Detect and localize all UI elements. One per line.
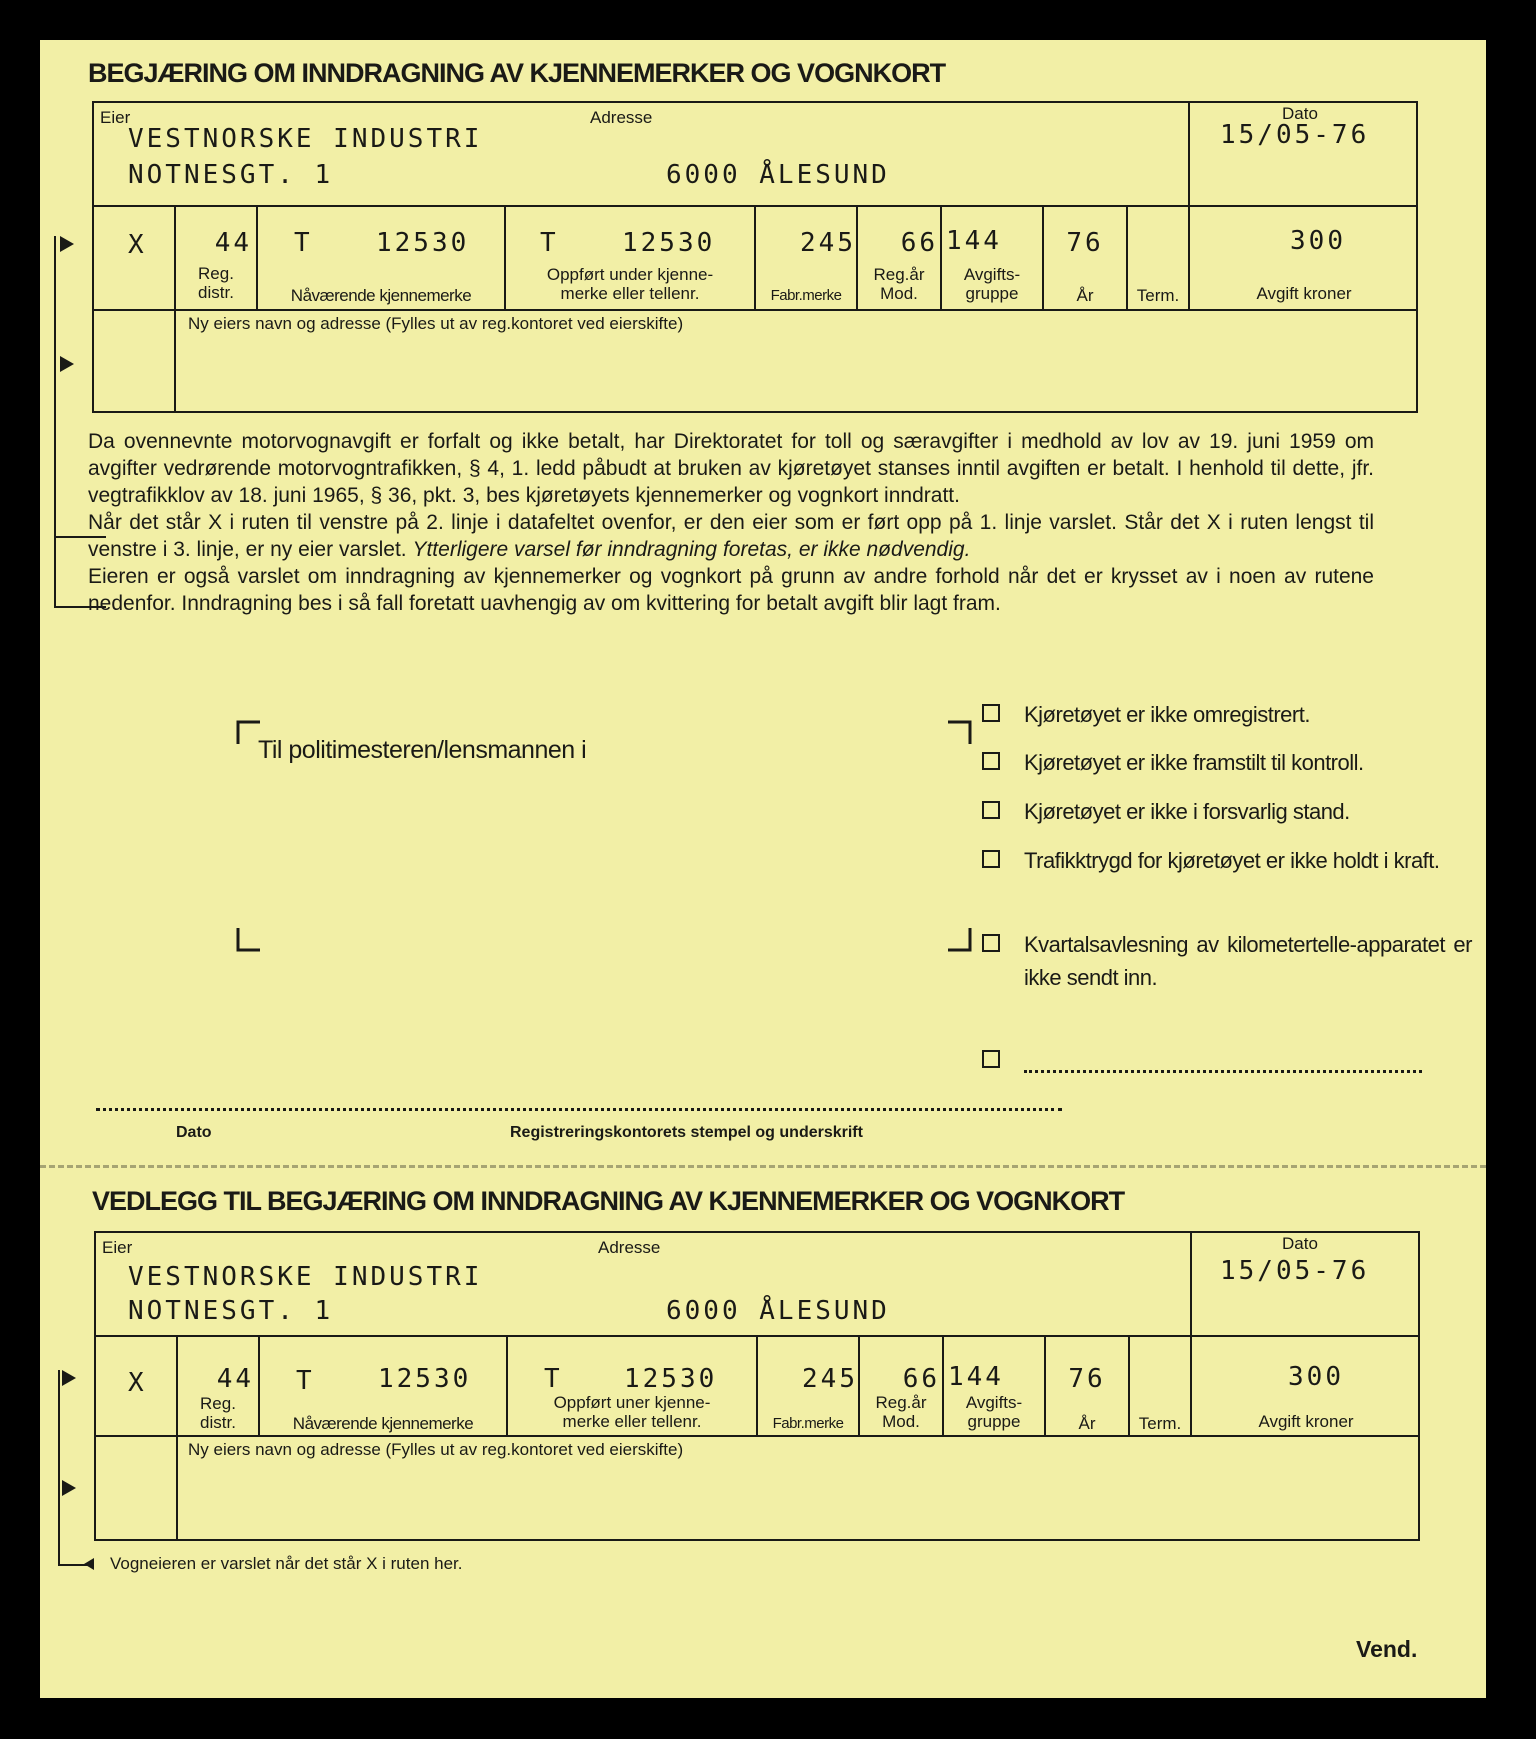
label-fabr: Fabr.merke <box>770 287 842 304</box>
vend-label: Vend. <box>1356 1636 1418 1662</box>
label-reg-distr: Reg. distr. <box>200 1394 236 1432</box>
fabr-value: 245 <box>800 228 856 258</box>
label-eier: Eier <box>100 108 131 127</box>
checkbox-square[interactable] <box>982 801 1000 819</box>
checkbox-ikke-omregistrert[interactable]: Kjøretøyet er ikke omregistrert. <box>982 698 1472 731</box>
arrow-left-icon <box>84 1558 94 1570</box>
avgiftsgruppe-value: 144 <box>948 1362 1004 1392</box>
label-avgift-kroner: Avgift kroner <box>1256 284 1352 303</box>
owner-city: 6000 ÅLESUND <box>666 160 890 190</box>
other-reason-line[interactable] <box>1024 1044 1422 1073</box>
checkbox-square[interactable] <box>982 850 1000 868</box>
prev-letter: T <box>540 228 559 258</box>
mark-x: X <box>128 1368 147 1398</box>
reg-distr-value: 44 <box>216 1364 254 1394</box>
divider <box>94 1435 1420 1437</box>
arrow-indicator <box>62 1480 76 1496</box>
divider <box>1188 101 1190 207</box>
label-fabr: Fabr.merke <box>772 1415 844 1432</box>
til-politi-label: Til politimesteren/lensmannen i <box>258 736 587 764</box>
attachment-title: VEDLEGG TIL BEGJÆRING OM INNDRAGNING AV KJENNEMERKER OG VOGNKORT <box>92 1186 1125 1216</box>
label-avgiftsgruppe: Avgifts- gruppe <box>965 1393 1023 1431</box>
ar-value: 76 <box>1066 228 1104 258</box>
label-navaerende: Nåværende kjennemerke <box>290 286 472 305</box>
label-regar: Reg.år Mod. <box>875 1393 927 1431</box>
arrow-indicator <box>60 236 74 252</box>
regar-value: 66 <box>902 1364 940 1394</box>
owner-name: VESTNORSKE INDUSTRI <box>128 1262 483 1292</box>
current-letter: T <box>294 228 313 258</box>
label-navaerende: Nåværende kjennemerke <box>292 1414 474 1433</box>
prev-number: 12530 <box>622 228 716 258</box>
label-ny-eier: Ny eiers navn og adresse (Fylles ut av reg.kontoret ved eierskifte) <box>188 314 684 333</box>
label-reg-distr: Reg. distr. <box>198 264 234 302</box>
label-eier: Eier <box>102 1238 133 1257</box>
notice-paragraph-2: Når det står X i ruten til venstre på 2. linje i datafeltet ovenfor, er den eier som er ført opp på 1. linje varslet. Står det X i ruten lengst til venstre i 3. linje, er ny eier varslet. Ytterligere varsel før inndragning foretas, er ikke nødvendig. <box>88 511 1374 561</box>
checkbox-square[interactable] <box>982 704 1000 722</box>
owner-street: NOTNESGT. 1 <box>128 160 334 190</box>
checkbox-square[interactable] <box>982 1050 1000 1068</box>
avgift-value: 300 <box>1288 1362 1344 1392</box>
owner-city: 6000 ÅLESUND <box>666 1296 890 1326</box>
arrow-indicator <box>60 356 74 372</box>
checkbox-trafikktrygd[interactable]: Trafikktrygd for kjøretøyet er ikke holdt i kraft. <box>982 844 1472 877</box>
checkbox-square[interactable] <box>982 752 1000 770</box>
label-ar: År <box>1076 286 1094 305</box>
label-oppfort: Oppført uner kjenne- merke eller tellenr. <box>553 1393 711 1431</box>
prev-letter: T <box>544 1364 563 1394</box>
footnote: Vogneieren er varslet når det står X i ruten her. <box>110 1554 463 1573</box>
date-value: 15/05-76 <box>1220 120 1370 150</box>
checkbox-ikke-forsvarlig[interactable]: Kjøretøyet er ikke i forsvarlig stand. <box>982 795 1472 828</box>
current-number: 12530 <box>376 228 470 258</box>
signature-line[interactable] <box>96 1108 1062 1111</box>
form-title: BEGJÆRING OM INNDRAGNING AV KJENNEMERKER OG VOGNKORT <box>88 58 946 88</box>
divider <box>92 309 1418 311</box>
checkbox-kvartalsavlesning[interactable]: Kvartalsavlesning av kilometertelle-apparatet er ikke sendt inn. <box>982 928 1472 994</box>
divider <box>58 1370 60 1566</box>
label-ar: År <box>1078 1414 1096 1433</box>
label-term: Term. <box>1136 286 1180 305</box>
owner-name: VESTNORSKE INDUSTRI <box>128 124 483 154</box>
label-ny-eier: Ny eiers navn og adresse (Fylles ut av reg.kontoret ved eierskifte) <box>188 1440 684 1459</box>
current-letter: T <box>296 1366 315 1396</box>
label-stamp: Registreringskontorets stempel og underskrift <box>510 1124 863 1141</box>
fabr-value: 245 <box>802 1364 858 1394</box>
checkbox-ikke-framstilt[interactable]: Kjøretøyet er ikke framstilt til kontroll. <box>982 746 1472 779</box>
notice-paragraph-1: Da ovennevnte motorvognavgift er forfalt og ikke betalt, har Direktoratet for toll og særavgifter i medhold av lov av 19. juni 1959 om avgifter vedrørende motorvogntrafikken, § 4, 1. ledd påbudt at bruken av kjøretøyet stanses inntil avgiften er betalt. I henhold til dette, jfr. vegtrafikklov av 18. juni 1965, § 36, pkt. 3, bes kjøretøyets kjennemerker og vognkort inndratt. <box>88 430 1374 507</box>
notice-text <box>88 428 1374 617</box>
perforation-line <box>40 1165 1486 1168</box>
label-adresse: Adresse <box>590 108 653 127</box>
reg-distr-value: 44 <box>214 228 252 258</box>
ar-value: 76 <box>1068 1364 1106 1394</box>
regar-value: 66 <box>900 228 938 258</box>
divider <box>176 1335 178 1541</box>
notice-paragraph-3: Eieren er også varslet om inndragning av kjennemerker og vognkort på grunn av andre forhold når det er krysset av i noen av rutene nedenfor. Inndragning bes i så fall foretatt uavhengig av om kvittering for betalt avgift blir lagt fram. <box>88 565 1374 615</box>
checkbox-other[interactable] <box>982 1044 1472 1073</box>
avgiftsgruppe-value: 144 <box>946 226 1002 256</box>
owner-street: NOTNESGT. 1 <box>128 1296 334 1326</box>
divider <box>174 205 176 413</box>
label-regar: Reg.år Mod. <box>873 265 925 303</box>
label-dato: Dato <box>1282 104 1318 123</box>
mark-x: X <box>128 230 147 260</box>
label-avgiftsgruppe: Avgifts- gruppe <box>963 265 1021 303</box>
date-value: 15/05-76 <box>1220 1256 1370 1286</box>
current-number: 12530 <box>378 1364 472 1394</box>
avgift-value: 300 <box>1290 226 1346 256</box>
divider <box>1190 1231 1192 1337</box>
label-term: Term. <box>1138 1414 1182 1433</box>
label-dato: Dato <box>1282 1234 1318 1253</box>
label-oppfort: Oppført under kjenne- merke eller tellenr. <box>546 265 714 303</box>
label-avgift-kroner: Avgift kroner <box>1258 1412 1354 1431</box>
label-adresse: Adresse <box>598 1238 661 1257</box>
arrow-indicator <box>62 1370 76 1386</box>
divider <box>54 236 56 608</box>
prev-number: 12530 <box>624 1364 718 1394</box>
label-dato-bottom: Dato <box>176 1124 212 1141</box>
checkbox-square[interactable] <box>982 934 1000 952</box>
